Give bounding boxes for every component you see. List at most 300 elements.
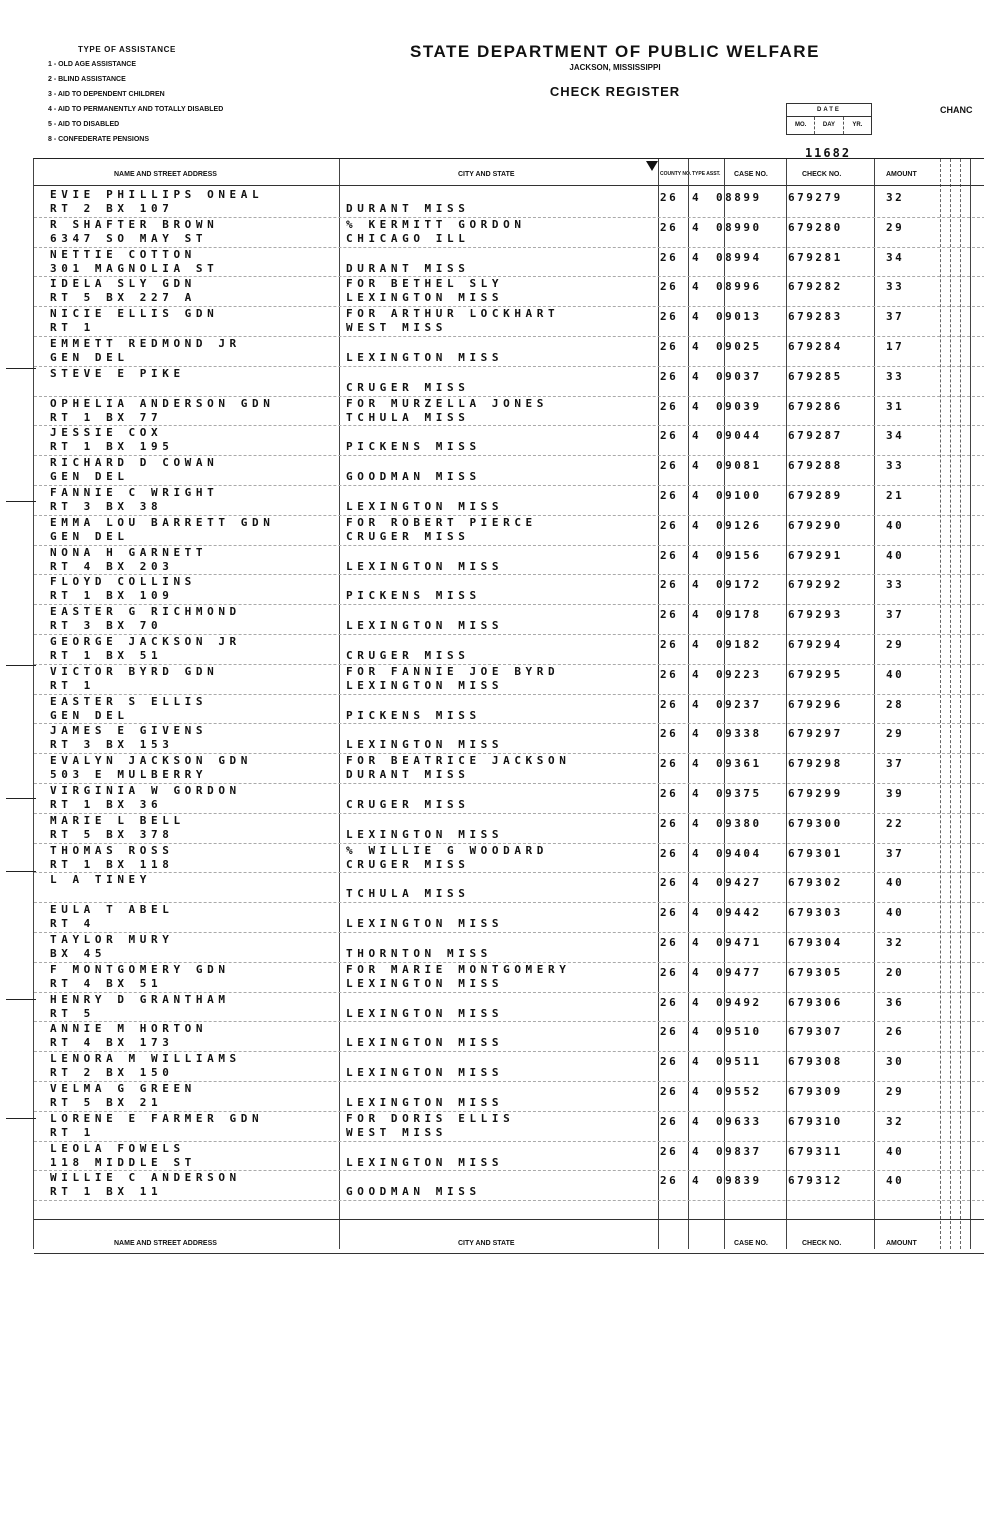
amount: 29 [886,220,905,234]
street-address: RT 1 [50,321,95,335]
column-divider [970,159,971,1249]
city-state: GOODMAN MISS [346,1185,481,1199]
street-address: RT 1 BX 77 [50,410,163,424]
form-title: CHECK REGISTER [549,84,681,99]
date-year-label: YR. [852,122,863,128]
amount: 30 [886,1055,905,1069]
county-number: 26 [660,846,679,860]
check-number: 679289 [788,489,843,502]
triangle-marker-icon [646,161,658,171]
county-number: 26 [660,310,679,324]
assistance-type: 4 [692,369,702,383]
street-address: GEN DEL [50,351,129,364]
check-number: 679301 [788,846,843,860]
city-state: DURANT MISS [346,202,470,215]
check-number: 679287 [788,429,843,443]
recipient-name: MARIE L BELL [50,813,185,827]
date-label: DATE [787,104,871,117]
legend-item: 8 - CONFEDERATE PENSIONS [48,136,149,143]
recipient-name: VICTOR BYRD GDN [50,664,219,678]
street-address: RT 5 [50,1006,95,1020]
row-divider [34,185,984,186]
in-care-of-line: FOR MARIE MONTGOMERY [346,962,571,976]
amount: 40 [886,667,905,681]
recipient-name: EULA T ABEL [50,903,174,917]
case-number: 09839 [716,1174,762,1188]
recipient-name: WILLIE C ANDERSON [50,1171,241,1185]
assistance-type: 4 [692,250,702,264]
check-number: 679290 [788,518,843,532]
recipient-name: RICHARD D COWAN [50,456,219,470]
check-number: 679310 [788,1114,843,1128]
amount: 29 [886,638,905,651]
recipient-name: EMMA LOU BARRETT GDN [50,515,275,529]
check-number: 679294 [788,638,843,651]
county-number: 26 [660,787,679,800]
amount: 29 [886,727,905,741]
city-state: LEXINGTON MISS [346,738,504,752]
city-state: THORNTON MISS [346,947,492,960]
check-number: 679291 [788,548,843,562]
county-number: 26 [660,667,679,681]
row-divider [34,872,984,873]
date-month-label: MO. [787,117,815,134]
street-address: RT 1 BX 118 [50,857,174,871]
legend-title: TYPE OF ASSISTANCE [78,45,176,54]
date-value: 11682 [804,146,852,160]
city-state: LEXINGTON MISS [346,291,504,305]
case-number: 09025 [716,340,762,353]
col-header-city: CITY AND STATE [458,171,515,178]
county-number: 26 [660,220,679,234]
county-number: 26 [660,876,679,890]
margin-tick-mark [6,368,36,369]
recipient-name: LEOLA FOWELS [50,1141,185,1155]
assistance-type: 4 [692,220,702,234]
col-header-case: CASE NO. [734,171,768,178]
assistance-type: 4 [692,1174,702,1188]
check-number: 679285 [788,369,843,383]
city-state: PICKENS MISS [346,440,481,454]
recipient-name: OPHELIA ANDERSON GDN [50,396,275,410]
assistance-type: 4 [692,608,702,622]
case-number: 09100 [716,489,762,502]
case-number: 09223 [716,667,762,681]
city-state: LEXINGTON MISS [346,559,504,573]
check-number: 679282 [788,280,843,294]
city-state: LEXINGTON MISS [346,1006,504,1020]
assistance-type: 4 [692,846,702,860]
street-address: RT 1 BX 195 [50,440,174,454]
row-divider [34,1200,984,1201]
check-number: 679286 [788,399,843,413]
assistance-type: 4 [692,787,702,800]
assistance-type: 4 [692,1085,702,1098]
margin-tick-mark [6,871,36,872]
assistance-type: 4 [692,906,702,920]
street-address: RT 3 BX 153 [50,738,174,752]
column-divider [688,159,689,1249]
county-number: 26 [660,340,679,353]
case-number: 09492 [716,995,762,1009]
case-number: 09404 [716,846,762,860]
city-state: LEXINGTON MISS [346,917,504,931]
check-number: 679288 [788,459,843,473]
assistance-type: 4 [692,667,702,681]
amount: 31 [886,399,905,413]
amount: 40 [886,1144,905,1158]
city-state: PICKENS MISS [346,708,481,722]
assistance-type: 4 [692,191,702,204]
agency-city: JACKSON, MISSISSIPPI [569,63,661,72]
county-number: 26 [660,1025,679,1039]
city-state: LEXINGTON MISS [346,1155,504,1169]
city-state: LEXINGTON MISS [346,1036,504,1050]
case-number: 09039 [716,399,762,413]
check-number: 679279 [788,191,843,204]
recipient-name: VELMA G GREEN [50,1082,196,1095]
date-day-label: DAY [815,117,843,134]
county-number: 26 [660,489,679,502]
city-state: LEXINGTON MISS [346,500,504,513]
recipient-name: GEORGE JACKSON JR [50,635,241,648]
amount: 37 [886,757,905,771]
assistance-type: 4 [692,816,702,830]
check-number: 679311 [788,1144,843,1158]
street-address: RT 4 BX 203 [50,559,174,573]
street-address: GEN DEL [50,708,129,722]
amount: 32 [886,1114,905,1128]
recipient-name: EVIE PHILLIPS ONEAL [50,188,264,201]
row-divider [34,425,984,426]
case-number: 09511 [716,1055,762,1069]
legend-item: 3 - AID TO DEPENDENT CHILDREN [48,91,165,98]
in-care-of-line: FOR ARTHUR LOCKHART [346,307,560,321]
amount: 33 [886,578,905,592]
assistance-type: 4 [692,548,702,562]
amount: 21 [886,489,905,502]
chancery-label: CHANC [940,105,973,115]
assistance-type: 4 [692,578,702,592]
county-number: 26 [660,518,679,532]
recipient-name: ANNIE M HORTON [50,1022,208,1036]
county-number: 26 [660,727,679,741]
amount: 26 [886,1025,905,1039]
check-number: 679280 [788,220,843,234]
check-number: 679297 [788,727,843,741]
case-number: 09361 [716,757,762,771]
amount: 40 [886,1174,905,1188]
city-state: WEST MISS [346,1125,448,1139]
city-state: LEXINGTON MISS [346,976,504,990]
assistance-type: 4 [692,936,702,949]
recipient-name: R SHAFTER BROWN [50,217,219,231]
recipient-name: TAYLOR MURY [50,933,174,946]
case-number: 09156 [716,548,762,562]
city-state: CRUGER MISS [346,380,470,394]
col-footer-case: CASE NO. [734,1240,768,1247]
check-number: 679283 [788,310,843,324]
street-address: RT 1 [50,678,95,692]
margin-tick-mark [6,501,36,502]
assistance-type: 4 [692,727,702,741]
recipient-name: EASTER S ELLIS [50,694,208,708]
street-address: 118 MIDDLE ST [50,1155,196,1169]
check-number: 679293 [788,608,843,622]
in-care-of-line: FOR BEATRICE JACKSON [346,754,571,768]
in-care-of-line: FOR BETHEL SLY [346,277,504,291]
street-address: RT 1 BX 36 [50,798,163,811]
check-number: 679295 [788,667,843,681]
county-number: 26 [660,757,679,771]
street-address: 6347 SO MAY ST [50,231,208,245]
assistance-type: 4 [692,280,702,294]
in-care-of-line: % KERMITT GORDON [346,217,526,231]
county-number: 26 [660,250,679,264]
recipient-name: VIRGINIA W GORDON [50,784,241,797]
city-state: TCHULA MISS [346,887,470,901]
street-address: 301 MAGNOLIA ST [50,261,219,275]
county-number: 26 [660,906,679,920]
street-address: RT 5 BX 21 [50,1096,163,1109]
column-divider [940,159,941,1249]
city-state: DURANT MISS [346,261,470,275]
street-address: RT 5 BX 378 [50,827,174,841]
county-number: 26 [660,936,679,949]
street-address: RT 1 BX 11 [50,1185,163,1199]
in-care-of-line: FOR FANNIE JOE BYRD [346,664,560,678]
check-number: 679299 [788,787,843,800]
in-care-of-line: % WILLIE G WOODARD [346,843,549,857]
city-state: DURANT MISS [346,768,470,782]
case-number: 09442 [716,906,762,920]
city-state: CRUGER MISS [346,798,470,811]
column-divider [339,159,340,1249]
col-footer-amount: AMOUNT [886,1240,917,1247]
recipient-name: FLOYD COLLINS [50,575,196,589]
assistance-type: 4 [692,399,702,413]
legend-item: 2 - BLIND ASSISTANCE [48,76,126,83]
legend-item: 4 - AID TO PERMANENTLY AND TOTALLY DISABLED [48,106,224,113]
column-divider [874,159,875,1249]
assistance-type: 4 [692,1055,702,1069]
margin-tick-mark [6,798,36,799]
check-number: 679284 [788,340,843,353]
recipient-name: LORENE E FARMER GDN [50,1111,264,1125]
case-number: 09427 [716,876,762,890]
amount: 37 [886,608,905,622]
case-number: 09375 [716,787,762,800]
col-header-type: TYPE ASST. [692,171,721,177]
amount: 33 [886,280,905,294]
check-number: 679281 [788,250,843,264]
margin-tick-mark [6,999,36,1000]
col-header-county: COUNTY NO. [660,171,692,177]
assistance-type: 4 [692,489,702,502]
case-number: 09552 [716,1085,762,1098]
city-state: CHICAGO ILL [346,231,470,245]
county-number: 26 [660,399,679,413]
recipient-name: EVALYN JACKSON GDN [50,754,253,768]
amount: 39 [886,787,905,800]
case-number: 09237 [716,697,762,711]
recipient-name: JESSIE COX [50,426,163,440]
county-number: 26 [660,608,679,622]
county-number: 26 [660,548,679,562]
in-care-of-line: FOR MURZELLA JONES [346,396,549,410]
street-address: RT 2 BX 150 [50,1066,174,1080]
check-number: 679300 [788,816,843,830]
amount: 34 [886,250,905,264]
check-number: 679296 [788,697,843,711]
assistance-type: 4 [692,876,702,890]
case-number: 08899 [716,191,762,204]
margin-tick-mark [6,665,36,666]
county-number: 26 [660,816,679,830]
amount: 29 [886,1085,905,1098]
street-address: 503 E MULBERRY [50,768,208,782]
street-address: RT 4 [50,917,95,931]
case-number: 09380 [716,816,762,830]
amount: 34 [886,429,905,443]
case-number: 09126 [716,518,762,532]
check-number: 679292 [788,578,843,592]
amount: 40 [886,876,905,890]
margin-tick-mark [6,1118,36,1119]
col-footer-city: CITY AND STATE [458,1240,515,1247]
street-address: GEN DEL [50,470,129,484]
county-number: 26 [660,1144,679,1158]
county-number: 26 [660,697,679,711]
recipient-name: NONA H GARNETT [50,545,208,559]
county-number: 26 [660,965,679,979]
case-number: 09633 [716,1114,762,1128]
recipient-name: IDELA SLY GDN [50,277,196,291]
assistance-type: 4 [692,638,702,651]
amount: 40 [886,548,905,562]
case-number: 09044 [716,429,762,443]
assistance-type: 4 [692,459,702,473]
legend-item: 5 - AID TO DISABLED [48,121,120,128]
assistance-type: 4 [692,1144,702,1158]
assistance-type: 4 [692,429,702,443]
street-address: GEN DEL [50,529,129,543]
city-state: TCHULA MISS [346,410,470,424]
recipient-name: JAMES E GIVENS [50,724,208,738]
case-number: 09477 [716,965,762,979]
city-state: LEXINGTON MISS [346,351,504,364]
recipient-name: LENORA M WILLIAMS [50,1052,241,1066]
row-divider [34,1219,984,1220]
city-state: WEST MISS [346,321,448,335]
city-state: LEXINGTON MISS [346,678,504,692]
case-number: 09338 [716,727,762,741]
in-care-of-line: FOR DORIS ELLIS [346,1111,515,1125]
col-footer-name: NAME AND STREET ADDRESS [114,1240,217,1247]
check-number: 679304 [788,936,843,949]
county-number: 26 [660,369,679,383]
city-state: LEXINGTON MISS [346,1066,504,1080]
assistance-type: 4 [692,995,702,1009]
county-number: 26 [660,995,679,1009]
assistance-type: 4 [692,310,702,324]
check-number: 679308 [788,1055,843,1069]
county-number: 26 [660,459,679,473]
check-number: 679305 [788,965,843,979]
check-number: 679303 [788,906,843,920]
col-header-amount: AMOUNT [886,171,917,178]
city-state: LEXINGTON MISS [346,827,504,841]
recipient-name: NETTIE COTTON [50,247,196,261]
assistance-type: 4 [692,518,702,532]
street-address: RT 1 [50,1125,95,1139]
county-number: 26 [660,1055,679,1069]
date-box [786,103,872,135]
amount: 32 [886,191,905,204]
case-number: 09172 [716,578,762,592]
county-number: 26 [660,1085,679,1098]
county-number: 26 [660,578,679,592]
street-address: RT 3 BX 38 [50,500,163,513]
case-number: 09182 [716,638,762,651]
city-state: LEXINGTON MISS [346,619,504,633]
amount: 36 [886,995,905,1009]
street-address: RT 5 BX 227 A [50,291,196,305]
assistance-type: 4 [692,340,702,353]
recipient-name: FANNIE C WRIGHT [50,486,219,499]
street-address: RT 4 BX 173 [50,1036,174,1050]
amount: 22 [886,816,905,830]
row-divider [34,1253,984,1254]
recipient-name: STEVE E PIKE [50,366,185,380]
check-number: 679312 [788,1174,843,1188]
in-care-of-line: FOR ROBERT PIERCE [346,515,537,529]
county-number: 26 [660,1174,679,1188]
county-number: 26 [660,191,679,204]
amount: 37 [886,310,905,324]
amount: 17 [886,340,905,353]
street-address: RT 3 BX 70 [50,619,163,633]
amount: 37 [886,846,905,860]
col-header-check: CHECK NO. [802,171,842,178]
col-header-name: NAME AND STREET ADDRESS [114,171,217,178]
recipient-name: F MONTGOMERY GDN [50,962,230,976]
check-number: 679298 [788,757,843,771]
col-footer-check: CHECK NO. [802,1240,842,1247]
column-divider [658,159,659,1249]
assistance-type: 4 [692,1025,702,1039]
county-number: 26 [660,280,679,294]
recipient-name: L A TINEY [50,873,152,887]
case-number: 09037 [716,369,762,383]
column-divider [950,159,951,1249]
street-address: RT 1 BX 109 [50,589,174,603]
column-divider [960,159,961,1249]
case-number: 09510 [716,1025,762,1039]
street-address: RT 2 BX 107 [50,202,174,215]
amount: 40 [886,906,905,920]
assistance-type: 4 [692,965,702,979]
recipient-name: EASTER G RICHMOND [50,605,241,619]
row-divider [34,932,984,933]
case-number: 09837 [716,1144,762,1158]
row-divider [34,902,984,903]
check-register-table [33,158,984,1249]
street-address: BX 45 [50,947,107,960]
check-number: 679306 [788,995,843,1009]
amount: 20 [886,965,905,979]
check-number: 679307 [788,1025,843,1039]
